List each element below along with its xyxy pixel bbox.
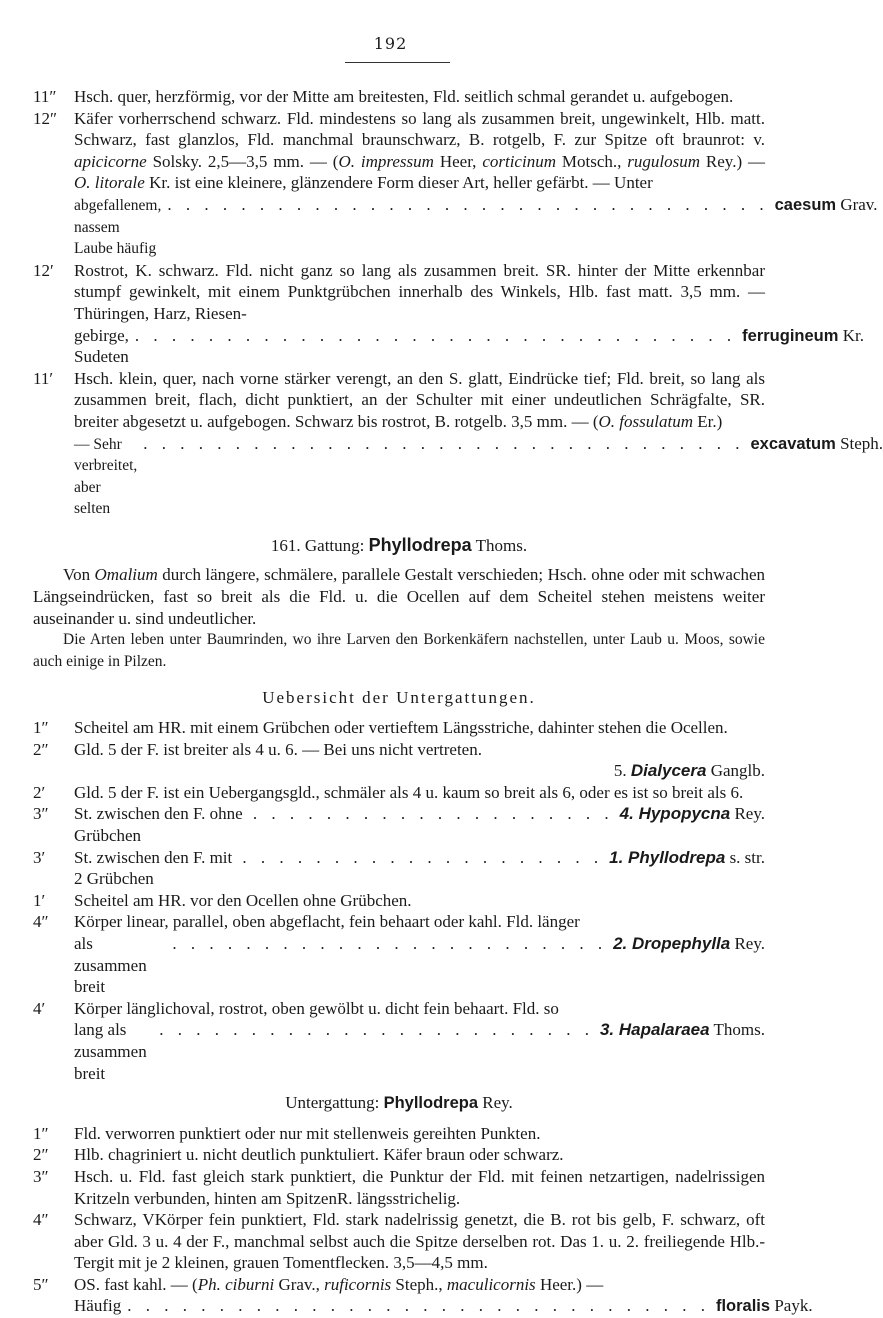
- species-key-4a: 4″ Schwarz, VKörper fein punktiert, Fld. stark nadelrissig genetzt, die B. rot bis gelb, F. schwarz, oft aber Gld. 3 u. 4 der F., manchmal selbst auch die Spitze derselben rot. Das 1. u. 2. freiliegende Hlb.-Tergit mit je 2 kleinen, grauen Tomentflecken. 3,5—4,5 mm.: [33, 1210, 765, 1273]
- subgenus-name: Dialycera: [630, 761, 707, 781]
- page-number-rule: [345, 62, 450, 63]
- species-key-2a: 2″ Hlb. chagriniert u. nicht deutlich punktuliert. Käfer braun oder schwarz.: [33, 1145, 564, 1165]
- genus-description: Von Omalium durch längere, schmälere, parallele Gestalt verschieden; Hsch. ohne oder mit schwachen Längseindrücken, fast so breit als die Fld. u. die Ocellen auf dem Scheitel stehen meistens weiter auseinander u. sind undeutlicher.: [33, 565, 765, 628]
- page-content: [33, 86, 883, 1318]
- key-text: Hsch. quer, herzförmig, vor der Mitte am breitesten, Fld. seitlich schmal gerandet u. aufgebogen.: [74, 87, 734, 106]
- subgenus-heading: Untergattung: Phyllodrepa Rey.: [285, 1093, 513, 1113]
- couplet-number: 11′: [33, 368, 54, 388]
- page-number: 192: [373, 34, 408, 53]
- subgenus-name: 1. Phyllodrepa: [609, 847, 726, 867]
- subgenus-key-1a: 1″ Scheitel am HR. mit einem Grübchen oder vertieftem Längsstriche, dahinter stehen die Ocellen.: [33, 718, 728, 738]
- subgenus-heading-name: Phyllodrepa: [383, 1094, 479, 1113]
- key-text: Hsch. klein, quer, nach vorne stärker verengt, an den S. glatt, Eindrücke tief; Fld. breit, so lang als zusammen breit, flach, dicht punktiert, an der Schulter mit einer undeutlichen Schrägfalte, SR. breiter abgesetzt u. aufgebogen. Schwarz bis rostrot, B. rotgelb. 3,5 mm. — (O. fossulatum Er.): [74, 368, 765, 431]
- key-text: Rostrot, K. schwarz. Fld. nicht ganz so lang als zusammen breit. SR. hinter der Mitte erkennbar stumpf gewinkelt, mit einem Punktgrübchen innerhalb des Winkels, Hlb. fast matt. 3,5 mm. — Thüringen, Harz, Riesen-: [74, 260, 765, 323]
- species-key-5a: 5″ OS. fast kahl. — (Ph. ciburni Grav., ruficornis Steph., maculicornis Heer.) — Häufig . . . . . . . . . . . . . . . . . . . . . . . . . . . . . . . . floralis Payk.: [33, 1274, 813, 1316]
- couplet-number: 12″: [33, 108, 58, 128]
- species-lead-line: abgefallenem, nassem Laube häufig . . . . . . . . . . . . . . . . . . . . . . . . . . . . . . . . . caesum Grav.: [74, 194, 878, 258]
- key-text: Käfer vorherrschend schwarz. Fld. mindestens so lang als zusammen breit, ungewinkelt, Hlb. matt. Schwarz, fast glanzlos, Fld. manchmal braunschwarz, B. rotgelb, F. zur Spitze oft braunrot: v. apicicorne Solsky. 2,5—3,5 mm. — (O. impressum Heer, corticinum Motsch., rugulosum Rey.) — O. litorale Kr. ist eine kleinere, glänzendere Form dieser Art, heller gefärbt. — Unter: [74, 108, 765, 193]
- genus-biology: Die Arten leben unter Baumrinden, wo ihre Larven den Borkenkäfern nachstellen, unter Laub u. Moos, sowie auch einige in Pilzen.: [33, 631, 765, 670]
- subgenus-key-3a: 3″ St. zwischen den F. ohne Grübchen . . . . . . . . . . . . . . . . . . . . 4. Hypopycna Rey.: [33, 804, 765, 845]
- subgenus-key-4a: 4″ Körper linear, parallel, oben abgeflacht, fein behaart oder kahl. Fld. länger als zusammen breit . . . . . . . . . . . . . . . . . . . . . . . . 2. Dropephylla Rey.: [33, 912, 765, 997]
- key-entry-11b: [33, 368, 883, 520]
- species-lead-line: gebirge, Sudeten . . . . . . . . . . . . . . . . . . . . . . . . . . . . . . . . . ferrugineum Kr.: [74, 325, 864, 367]
- key-entry-12a: [33, 108, 878, 260]
- subgenus-key-2b: 2′ Gld. 5 der F. ist ein Uebergangsgld., schmäler als 4 u. kaum so breit als 6, oder es ist so breit als 6.: [33, 782, 744, 802]
- couplet-number: 12′: [33, 260, 54, 280]
- key-entry-11a: [33, 86, 765, 108]
- species-name: caesum: [774, 195, 837, 214]
- species-name: ferrugineum: [742, 326, 839, 345]
- species-lead-line: — Sehr verbreitet, aber selten . . . . . . . . . . . . . . . . . . . . . . . . . . . . . . . . . excavatum Steph.: [74, 433, 883, 518]
- species-key-3a: 3″ Hsch. u. Fld. fast gleich stark punktiert, die Punktur der Fld. mit feinen netzartigen, nadelrissigen Kritzeln verbunden, hinten am SpitzenR. längsstrichelig.: [33, 1166, 765, 1208]
- species-name: floralis: [715, 1297, 771, 1316]
- subgenus-key-3b: 3′ St. zwischen den F. mit 2 Grübchen . . . . . . . . . . . . . . . . . . . . 1. Phyllodrepa s. str.: [33, 847, 765, 889]
- genus-heading: 161. Gattung: Phyllodrepa Thoms.: [270, 534, 528, 555]
- subgenus-name: 3. Hapalaraea: [599, 1020, 710, 1040]
- couplet-number: 11″: [33, 87, 57, 106]
- species-key-1a: 1″ Fld. verworren punktiert oder nur mit stellenweis gereihten Punkten.: [33, 1123, 541, 1143]
- subgenus-key-1b: 1′ Scheitel am HR. vor den Ocellen ohne Grübchen.: [33, 890, 412, 910]
- subgenus-name: 2. Dropephylla: [613, 933, 731, 953]
- subgenera-heading: Uebersicht der Untergattungen.: [262, 688, 536, 708]
- key-entry-12b: [33, 260, 864, 368]
- species-name: excavatum: [750, 434, 836, 453]
- subgenus-key-4b: 4′ Körper länglichoval, rostrot, oben gewölbt u. dicht fein behaart. Fld. so lang als zusammen breit . . . . . . . . . . . . . . . . . . . . . . . . 3. Hapalaraea Thoms.: [33, 998, 765, 1083]
- subgenus-key-2a: 2″ Gld. 5 der F. ist breiter als 4 u. 6. — Bei uns nicht vertreten. 5. Dialycera Ganglb.: [33, 739, 765, 781]
- genus-name: Phyllodrepa: [368, 534, 472, 555]
- subgenus-name: 4. Hypopycna: [619, 804, 731, 824]
